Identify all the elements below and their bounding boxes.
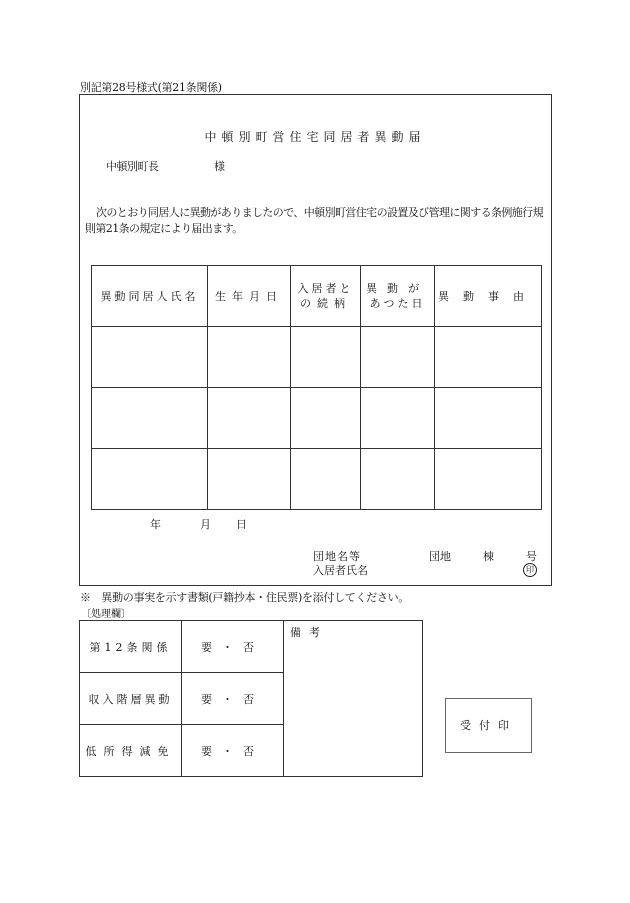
yes-no-option[interactable]: 要・否 <box>182 725 284 777</box>
building-label: 棟 <box>483 550 494 563</box>
yes-no-option[interactable]: 要・否 <box>182 673 284 725</box>
birthdate-cell[interactable] <box>208 388 291 449</box>
addressee: 中頓別町長 <box>106 160 159 173</box>
relationship-cell[interactable] <box>291 327 361 388</box>
resident-name-label: 入居者氏名 <box>313 564 368 577</box>
table-row <box>92 449 542 510</box>
remarks-label: 備考 <box>290 626 328 639</box>
birthdate-cell[interactable] <box>208 449 291 510</box>
relationship-cell[interactable] <box>291 388 361 449</box>
name-cell[interactable] <box>92 449 208 510</box>
date-month: 月 <box>200 518 211 531</box>
reason-cell[interactable] <box>435 449 542 510</box>
processing-section-label: 〔処理欄〕 <box>81 609 131 620</box>
header-relationship <box>291 266 361 327</box>
header-reason: 異動事由 <box>435 266 542 327</box>
processing-table <box>79 620 423 777</box>
location-label: 団地名等 <box>313 550 361 563</box>
processing-row-label: 第12条関係 <box>80 621 182 673</box>
declaration-text: 次のとおり同居人に異動がありましたので、中頓別町営住宅の設置及び管理に関する条例施行規則第21条の規定により届出ます。 <box>85 206 543 235</box>
processing-row-label: 収入階層異動 <box>80 673 182 725</box>
header-change-date-line1: 異動が <box>366 282 429 295</box>
form-title: 中頓別町営住宅同居者異動届 <box>204 130 426 144</box>
date-day: 日 <box>236 518 247 531</box>
header-name: 異動同居人氏名 <box>92 266 208 327</box>
change-date-cell[interactable] <box>361 449 435 510</box>
date-year: 年 <box>150 518 161 531</box>
change-date-cell[interactable] <box>361 327 435 388</box>
processing-row <box>80 621 423 673</box>
unit-number-label: 号 <box>526 550 537 563</box>
header-relationship-line2: の続柄 <box>300 297 351 310</box>
name-cell[interactable] <box>92 388 208 449</box>
processing-row-label: 低所得減免 <box>80 725 182 777</box>
reason-cell[interactable] <box>435 327 542 388</box>
relationship-cell[interactable] <box>291 449 361 510</box>
reason-cell[interactable] <box>435 388 542 449</box>
birthdate-cell[interactable] <box>208 327 291 388</box>
seal-mark: 印 <box>523 563 537 577</box>
header-relationship-line1: 入居者と <box>297 282 354 295</box>
yes-no-option[interactable]: 要・否 <box>182 621 284 673</box>
honorific: 様 <box>214 160 225 173</box>
header-change-date-line2: あつた日 <box>369 297 426 310</box>
reception-stamp-box: 受付印 <box>445 698 532 753</box>
table-row <box>92 327 542 388</box>
header-change-date <box>361 266 435 327</box>
name-cell[interactable] <box>92 327 208 388</box>
table-header-row <box>92 266 542 327</box>
remarks-cell[interactable] <box>284 621 423 777</box>
change-date-cell[interactable] <box>361 388 435 449</box>
header-birthdate: 生年月日 <box>208 266 291 327</box>
attachment-note: ※ 異動の事実を示す書類(戸籍抄本・住民票)を添付してください。 <box>80 591 409 604</box>
cohabitant-change-table <box>91 265 542 510</box>
form-number-label: 別記第28号様式(第21条関係) <box>80 81 222 94</box>
table-row <box>92 388 542 449</box>
danchi-label: 団地 <box>429 550 451 563</box>
